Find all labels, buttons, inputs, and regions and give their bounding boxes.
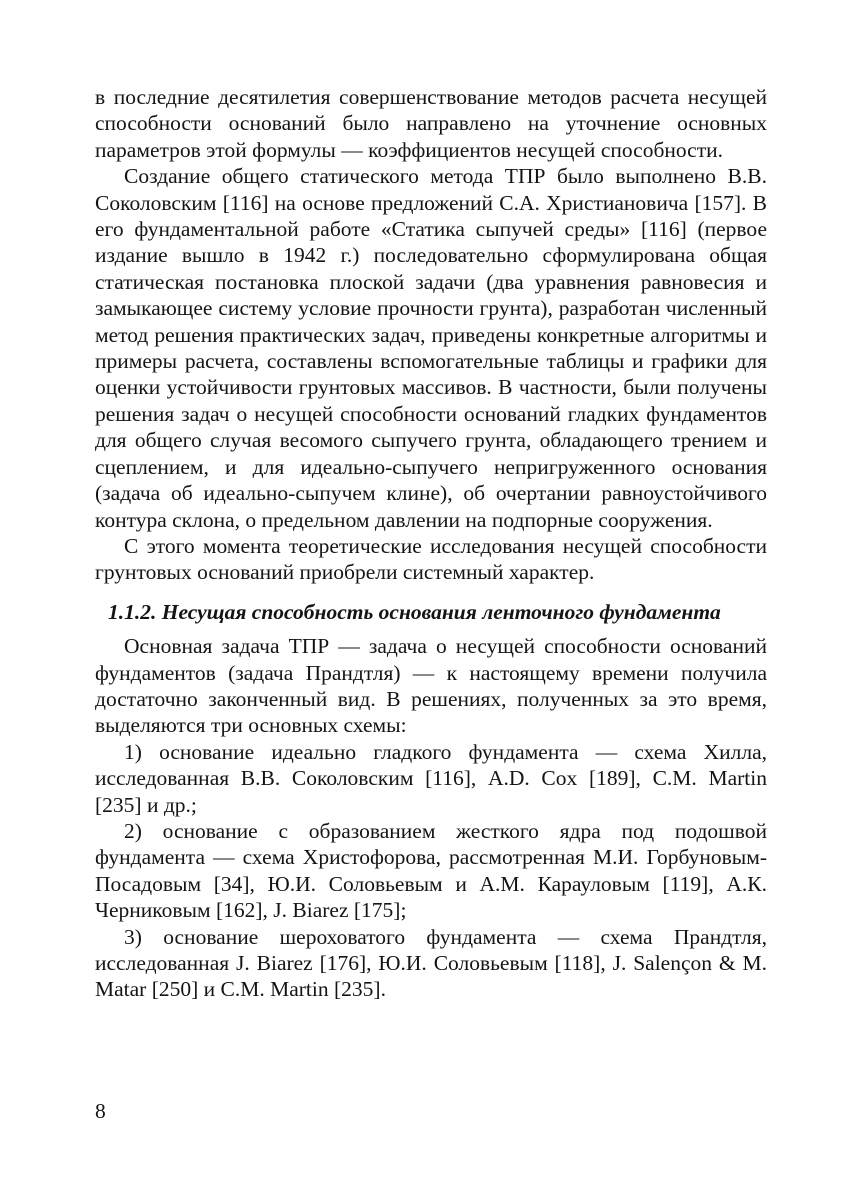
- page-number: 8: [95, 1099, 106, 1123]
- list-item-prandtl-scheme: 3) основание шероховатого фундамента — схема Прандтля, исследованная J. Biarez [176], Ю.И. Соловьевым [118], J. Salençon & M. Matar [250] и C.M. Martin [235].: [95, 924, 767, 1002]
- list-item-khristoforov-scheme: 2) основание с образованием жесткого ядра под подошвой фундамента — схема Христофорова, рассмотренная М.И. Горбуновым-Посадовым [34], Ю.И. Соловьевым и А.М. Карауловым [119], А.К. Черниковым [162], J. Biarez [175];: [95, 818, 767, 923]
- list-item-hill-scheme: 1) основание идеально гладкого фундамента — схема Хилла, исследованная В.В. Соколовским [116], A.D. Cox [189], C.M. Martin [235] и др.;: [95, 739, 767, 817]
- paragraph-continuation: в последние десятилетия совершенствование методов расчета несущей способности оснований было направлено на уточнение основных параметров этой формулы — коэффициентов несущей способности.: [95, 85, 767, 162]
- paragraph-systematic: С этого момента теоретические исследования несущей способности грунтовых оснований приобрели системный характер.: [95, 533, 767, 585]
- paragraph-sokolovsky: Создание общего статического метода ТПР было выполнено В.В. Соколовским [116] на основе предложений С.А. Христиановича [157]. В его фундаментальной работе «Статика сыпучей среды» [116] (первое издание вышло в 1942 г.) последовательно сформулирована общая статическая постановка плоской задачи (два уравнения равновесия и замыкающее систему условие прочности грунта), разработан численный метод решения практических задач, приведены конкретные алгоритмы и примеры расчета, составлены вспомогательные таблицы и графики для оценки устойчивости грунтовых массивов. В частности, были получены решения задач о несущей способности оснований гладких фундаментов для общего случая весомого сыпучего грунта, обладающего трением и сцеплением, и для идеально-сыпучего непригруженного основания (задача об идеально-сыпучем клине), об очертании равноустойчивого контура склона, о предельном давлении на подпорные сооружения.: [95, 164, 767, 532]
- page-body: [95, 84, 767, 1003]
- section-heading: 1.1.2. Несущая способность основания ленточного фундамента: [108, 599, 721, 624]
- paragraph-main-problem: Основная задача ТПР — задача о несущей способности оснований фундаментов (задача Прандтля) — к настоящему времени получила достаточно законченный вид. В решениях, полученных за это время, выделяются три основных схемы:: [95, 634, 767, 738]
